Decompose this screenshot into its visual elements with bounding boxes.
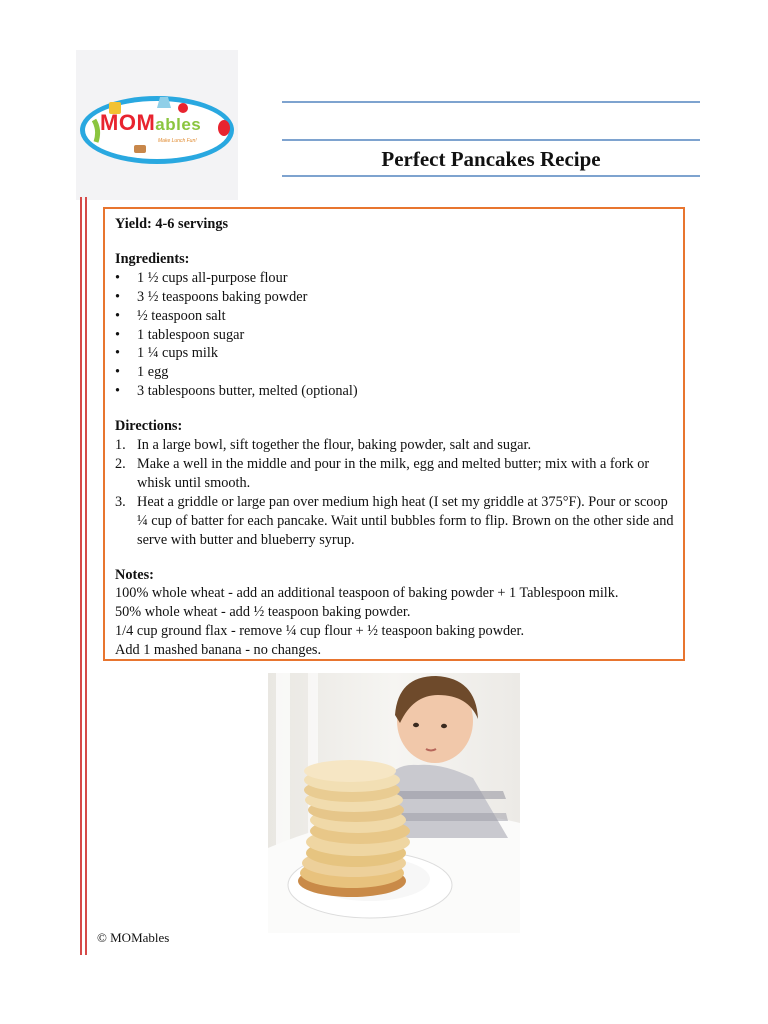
bullet: • [115,307,121,324]
ingredient-text: 3 tablespoons butter, melted (optional) [137,383,358,400]
list-item [115,288,674,307]
note-line: 1/4 cup ground flax - remove ¼ cup flour + ½ teaspoon baking powder. [115,623,525,640]
ingredient-text: 3 ½ teaspoons baking powder [137,288,308,305]
bullet: • [115,345,121,362]
step-text: Heat a griddle or large pan over medium high heat (I set my griddle at 375°F). Pour or scoop ¼ cup of batter for each pancake. Wait until bubbles form to flip. Brown on the other side and serve with butter and blueberry syrup. [137,493,674,548]
list-item [115,436,674,455]
list-item [115,344,674,363]
logo-sandwich-icon [134,145,146,153]
note-line: Add 1 mashed banana - no changes. [115,642,322,659]
step-text: Make a well in the middle and pour in the milk, egg and melted butter; mix with a fork or whisk until smooth. [137,455,650,491]
step-text: In a large bowl, sift together the flour, baking powder, salt and sugar. [137,437,532,454]
bullet: • [115,383,121,400]
list-item [115,363,674,382]
step-number: 2. [115,455,126,472]
note-line: 50% whole wheat - add ½ teaspoon baking powder. [115,604,411,621]
logo-tagline: Make Lunch Fun! [158,138,197,144]
ingredient-text: ½ teaspoon salt [137,307,226,324]
ingredient-text: 1 egg [137,364,169,381]
ingredient-text: 1 ¼ cups milk [137,345,219,362]
title-rule-middle [282,139,700,141]
list-item [115,307,674,326]
list-item [115,493,674,550]
margin-line-left [80,197,82,955]
ingredient-text: 1 ½ cups all-purpose flour [137,269,288,286]
ingredient-text: 1 tablespoon sugar [137,326,245,343]
page-title: Perfect Pancakes Recipe [381,147,601,171]
bullet: • [115,288,121,305]
pancake-illustration [268,673,520,933]
directions-heading: Directions: [115,418,183,435]
bullet: • [115,326,121,343]
logo-brand-mom: MOM [100,110,156,135]
logo-wordmark [100,110,201,136]
title-rule-top [282,101,700,103]
logo-strawberry-icon [218,120,230,136]
note-line: 100% whole wheat - add an additional teaspoon of baking powder + 1 Tablespoon milk. [115,585,619,602]
logo-brand-ables: ables [155,115,202,134]
list-item [115,269,674,288]
margin-line-right [85,197,87,955]
yield-text: Yield: 4-6 servings [115,216,229,232]
notes-heading: Notes: [115,566,154,583]
list-item [115,382,674,401]
copyright-text: © MOMables [97,930,170,945]
list-item [115,326,674,345]
directions-list [115,436,674,549]
list-item [115,455,674,493]
step-number: 3. [115,493,126,510]
bullet: • [115,364,121,381]
step-number: 1. [115,437,126,454]
ingredients-heading: Ingredients: [115,250,190,267]
title-rule-bottom [282,175,700,177]
pancake-stack [298,760,410,897]
bullet: • [115,269,121,286]
pancake-photo [268,673,520,933]
recipe-box [103,207,685,661]
ingredients-list [115,269,674,401]
